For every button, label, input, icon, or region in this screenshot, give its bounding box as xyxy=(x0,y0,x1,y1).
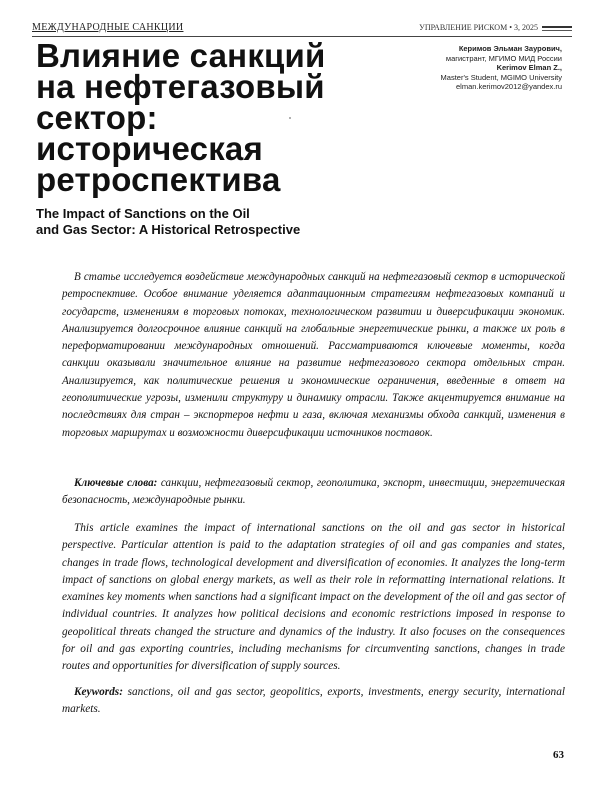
title-ru-line: на нефтегазовый xyxy=(36,68,325,105)
abstract-ru: В статье исследуется воздействие международных санкций на нефтегазовый сектор в исторической ретроспективе. Особое внимание уделяется адаптационным стратегиям нефтегазовых компаний и государств, изменениям в торговых потоках, технологическом развитии и диверсификации экономик. Анализируется долгосрочное влияние санкций на глобальные энергетические рынки, а также их роль в переформатировании международных отношений. Рассматриваются ключевые моменты, когда санкции оказывали значительное влияние на развитие нефтегазового сектора отдельных стран. Анализируется, как политические решения и экономические ограничения, введенные в ответ на геополитические угрозы, изменили структуру и динамику отрасли. Также акцентируется внимание на последствиях для стран – экспортеров нефти и газа, включая механизмы обхода санкций, изменения в торговых маршрутах и возможности диверсификации источников поставок. xyxy=(62,271,565,439)
author-affiliation-en: Master's Student, MGIMO University xyxy=(440,72,562,82)
title-ru-line: историческая xyxy=(36,130,263,167)
article-title-en xyxy=(36,206,396,238)
title-en-line: The Impact of Sanctions on the Oil xyxy=(36,206,250,221)
scan-speck xyxy=(289,117,291,119)
keywords-en-text: sanctions, oil and gas sector, geopolitics, exports, investments, energy security, international markets. xyxy=(62,686,565,716)
author-name-ru: Керимов Эльман Заурович, xyxy=(458,44,562,53)
author-block xyxy=(382,44,562,92)
abstract-en: This article examines the impact of international sanctions on the oil and gas sector in historical perspective. Particular attention is paid to the adaptation strategies of oil and gas companies and states, changes in trade flows, technological development and diversification of economies. It analyzes the long-term impact of sanctions on global energy markets, as well as their role in reformatting international relations. It examines key moments when sanctions had a significant impact on the development of the oil and gas sector of individual countries. It analyzes how political decisions and economic restrictions imposed in response to geopolitical threats changed the structure and dynamics of the industry. It also focuses on the consequences for oil and gas exporting countries, including mechanisms for circumventing sanctions, changes in trade routes and opportunities for diversification of supply sources. xyxy=(62,522,565,673)
title-en-line: and Gas Sector: A Historical Retrospective xyxy=(36,222,301,237)
journal-label: УПРАВЛЕНИЕ РИСКОМ • 3, 2025 xyxy=(419,23,538,32)
title-ru-line: ретроспектива xyxy=(36,161,281,198)
page-number: 63 xyxy=(553,749,564,761)
title-ru-line: сектор: xyxy=(36,99,158,136)
keywords-ru xyxy=(62,475,565,510)
author-affiliation-ru: магистрант, МГИМО МИД России xyxy=(445,53,562,63)
title-ru-line: Влияние санкций xyxy=(36,37,326,74)
journal-logo-mark xyxy=(542,26,572,33)
section-label: МЕЖДУНАРОДНЫЕ САНКЦИИ xyxy=(32,22,184,33)
author-email: elman.kerimov2012@yandex.ru xyxy=(456,82,562,91)
keywords-en xyxy=(62,684,565,719)
author-name-en: Kerimov Elman Z., xyxy=(496,63,562,72)
keywords-en-label: Keywords: xyxy=(74,686,123,698)
article-title-ru xyxy=(36,37,366,198)
keywords-ru-text: санкции, нефтегазовый сектор, геополитика, экспорт, инвестиции, энергетическая безопасность, международные рынки. xyxy=(62,477,565,507)
keywords-ru-label: Ключевые слова: xyxy=(74,477,158,489)
